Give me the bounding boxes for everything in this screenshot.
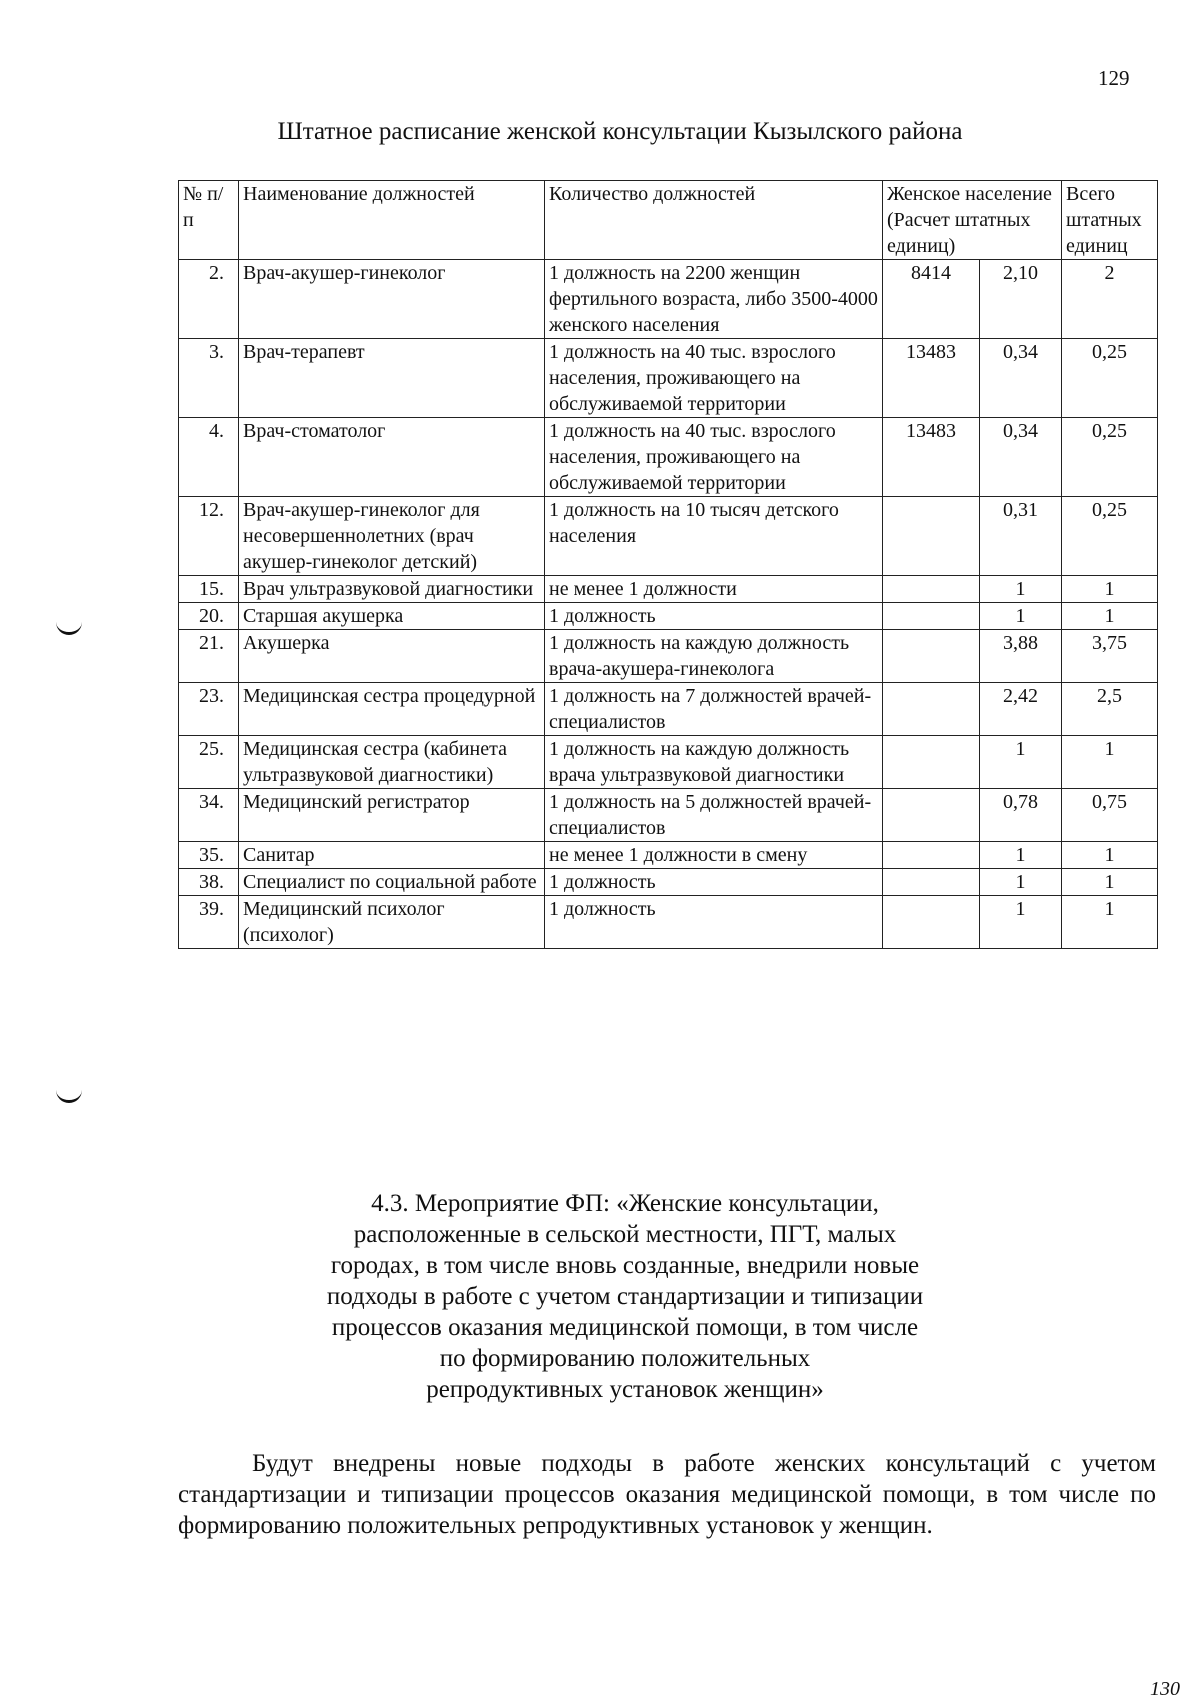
body-paragraph: Будут внедрены новые подходы в работе женских консультаций с учетом стандартизации и типизации процессов оказания медицинской помощи, в том числе по формированию положительных репродуктивных установок у женщин. — [178, 1450, 1156, 1539]
row-number: 4. — [179, 418, 239, 497]
table-body — [179, 260, 1158, 949]
header-population: Женское население (Расчет штатных единиц) — [883, 181, 1062, 260]
row-population — [883, 603, 980, 630]
section-heading-line: городах, в том числе вновь созданные, внедрили новые — [330, 1252, 920, 1279]
header-total: Всего штатных единиц — [1062, 181, 1158, 260]
table-row — [179, 869, 1158, 896]
table-row — [179, 260, 1158, 339]
table-row — [179, 603, 1158, 630]
row-quantity: 1 должность на 5 должностей врачей-специалистов — [545, 789, 883, 842]
row-position: Врач ультразвуковой диагностики — [239, 576, 545, 603]
row-population — [883, 576, 980, 603]
row-number: 20. — [179, 603, 239, 630]
row-quantity: 1 должность на каждую должность врача ультразвуковой диагностики — [545, 736, 883, 789]
row-quantity: 1 должность на 10 тысяч детского населения — [545, 497, 883, 576]
row-quantity: 1 должность — [545, 603, 883, 630]
table-header-row — [179, 181, 1158, 260]
row-number: 3. — [179, 339, 239, 418]
row-population — [883, 683, 980, 736]
row-position: Старшая акушерка — [239, 603, 545, 630]
row-quantity: не менее 1 должности в смену — [545, 842, 883, 869]
row-total-units: 1 — [1062, 842, 1158, 869]
table-row — [179, 418, 1158, 497]
row-calculated-units: 1 — [980, 603, 1062, 630]
row-number: 34. — [179, 789, 239, 842]
row-position: Медицинская сестра процедурной — [239, 683, 545, 736]
row-total-units: 0,75 — [1062, 789, 1158, 842]
row-position: Акушерка — [239, 630, 545, 683]
row-calculated-units: 0,34 — [980, 339, 1062, 418]
margin-mark — [56, 620, 82, 635]
row-total-units: 0,25 — [1062, 418, 1158, 497]
row-quantity: 1 должность на 7 должностей врачей-специалистов — [545, 683, 883, 736]
table-row — [179, 896, 1158, 949]
table-row — [179, 630, 1158, 683]
row-population — [883, 869, 980, 896]
row-position: Врач-акушер-гинеколог для несовершеннолетних (врач акушер-гинеколог детский) — [239, 497, 545, 576]
page-number: 129 — [1098, 66, 1130, 90]
table-row — [179, 576, 1158, 603]
row-quantity: 1 должность на 2200 женщин фертильного возраста, либо 3500-4000 женского населения — [545, 260, 883, 339]
header-num: № п/п — [179, 181, 239, 260]
row-calculated-units: 2,10 — [980, 260, 1062, 339]
row-population: 8414 — [883, 260, 980, 339]
row-quantity: 1 должность — [545, 896, 883, 949]
row-total-units: 0,25 — [1062, 339, 1158, 418]
table-row — [179, 339, 1158, 418]
row-calculated-units: 1 — [980, 896, 1062, 949]
section-heading-line: процессов оказания медицинской помощи, в том числе — [331, 1314, 919, 1341]
row-total-units: 1 — [1062, 736, 1158, 789]
row-total-units: 1 — [1062, 603, 1158, 630]
row-number: 15. — [179, 576, 239, 603]
row-number: 38. — [179, 869, 239, 896]
row-total-units: 1 — [1062, 896, 1158, 949]
section-heading-line: подходы в работе с учетом стандартизации и типизации — [326, 1283, 924, 1310]
row-total-units: 2,5 — [1062, 683, 1158, 736]
row-number: 25. — [179, 736, 239, 789]
row-quantity: 1 должность на 40 тыс. взрослого населения, проживающего на обслуживаемой территории — [545, 339, 883, 418]
row-population — [883, 842, 980, 869]
table-row — [179, 497, 1158, 576]
table-row — [179, 789, 1158, 842]
row-calculated-units: 1 — [980, 736, 1062, 789]
row-number: 21. — [179, 630, 239, 683]
row-calculated-units: 1 — [980, 842, 1062, 869]
row-population — [883, 789, 980, 842]
row-number: 39. — [179, 896, 239, 949]
row-calculated-units: 0,31 — [980, 497, 1062, 576]
row-quantity: 1 должность на 40 тыс. взрослого населения, проживающего на обслуживаемой территории — [545, 418, 883, 497]
row-quantity: 1 должность — [545, 869, 883, 896]
row-total-units: 1 — [1062, 869, 1158, 896]
row-population — [883, 736, 980, 789]
header-position: Наименование должностей — [239, 181, 545, 260]
table-row — [179, 683, 1158, 736]
row-calculated-units: 2,42 — [980, 683, 1062, 736]
row-calculated-units: 1 — [980, 869, 1062, 896]
row-population: 13483 — [883, 339, 980, 418]
row-total-units: 0,25 — [1062, 497, 1158, 576]
table-row — [179, 736, 1158, 789]
section-heading-line: расположенные в сельской местности, ПГТ, малых — [353, 1221, 897, 1248]
row-calculated-units: 1 — [980, 576, 1062, 603]
section-heading — [0, 1188, 1200, 1405]
row-number: 23. — [179, 683, 239, 736]
row-total-units: 2 — [1062, 260, 1158, 339]
row-calculated-units: 0,34 — [980, 418, 1062, 497]
section-heading-line: репродуктивных установок женщин» — [426, 1376, 824, 1403]
row-number: 12. — [179, 497, 239, 576]
row-quantity: не менее 1 должности — [545, 576, 883, 603]
row-position: Врач-стоматолог — [239, 418, 545, 497]
staffing-table — [178, 180, 1158, 949]
row-quantity: 1 должность на каждую должность врача-акушера-гинеколога — [545, 630, 883, 683]
row-total-units: 1 — [1062, 576, 1158, 603]
row-position: Санитар — [239, 842, 545, 869]
header-quantity: Количество должностей — [545, 181, 883, 260]
row-population — [883, 630, 980, 683]
row-position: Медицинский регистратор — [239, 789, 545, 842]
section-heading-line: по формированию положительных — [439, 1345, 811, 1372]
corner-note: 130 — [1150, 1678, 1180, 1700]
row-position: Врач-акушер-гинеколог — [239, 260, 545, 339]
row-position: Медицинский психолог (психолог) — [239, 896, 545, 949]
row-position: Врач-терапевт — [239, 339, 545, 418]
section-heading-line: 4.3. Мероприятие ФП: «Женские консультации, — [371, 1190, 879, 1217]
row-position: Медицинская сестра (кабинета ультразвуковой диагностики) — [239, 736, 545, 789]
row-population: 13483 — [883, 418, 980, 497]
table-row — [179, 842, 1158, 869]
document-title: Штатное расписание женской консультации Кызылского района — [277, 118, 963, 145]
row-position: Специалист по социальной работе — [239, 869, 545, 896]
row-total-units: 3,75 — [1062, 630, 1158, 683]
margin-mark — [56, 1088, 82, 1103]
row-number: 2. — [179, 260, 239, 339]
row-population — [883, 896, 980, 949]
row-calculated-units: 0,78 — [980, 789, 1062, 842]
row-population — [883, 497, 980, 576]
row-calculated-units: 3,88 — [980, 630, 1062, 683]
row-number: 35. — [179, 842, 239, 869]
